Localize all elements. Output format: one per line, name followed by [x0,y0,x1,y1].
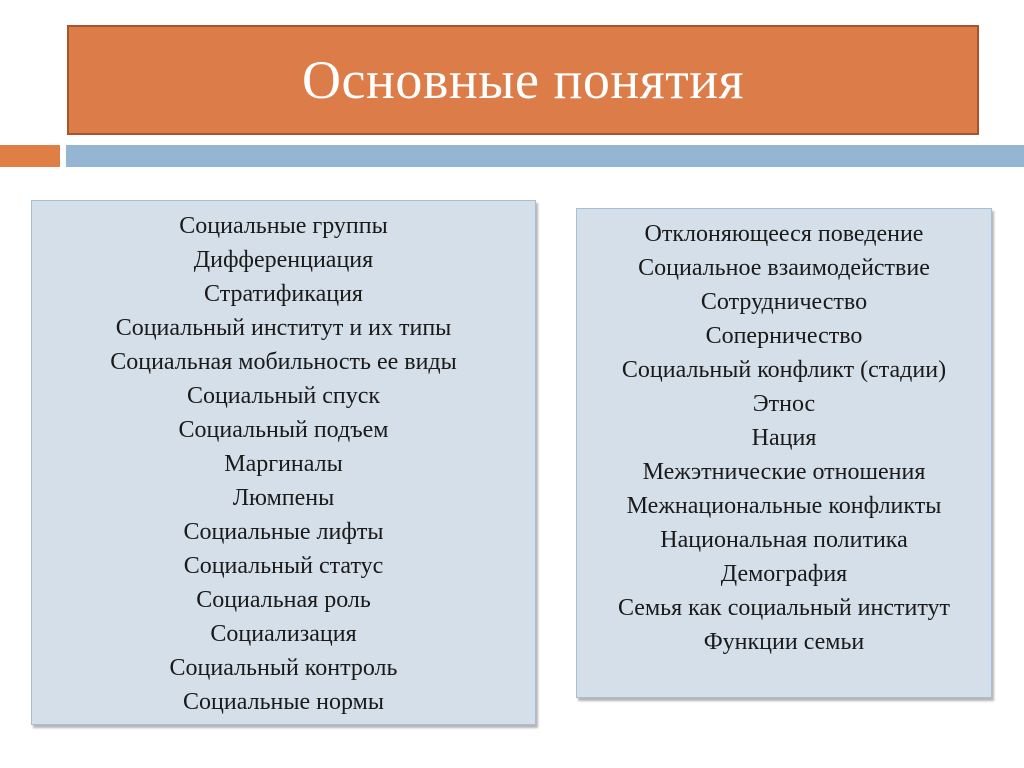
list-item: Социальная роль [196,587,371,613]
list-item: Нация [751,425,817,451]
list-item: Этнос [752,391,816,417]
list-item: Маргиналы [224,451,343,477]
list-item: Демография [720,561,848,587]
list-item: Социальный подъем [178,417,389,443]
list-item: Национальная политика [660,527,908,553]
list-item: Социальная мобильность ее виды [110,349,457,375]
list-item: Социальный институт и их типы [115,315,452,341]
list-item: Социальные лифты [183,519,384,545]
list-item: Функции семьи [703,629,865,655]
list-item: Люмпены [232,485,335,511]
title-banner [67,25,979,135]
list-item: Социальное взаимодействие [638,255,930,281]
list-item: Социальный конфликт (стадии) [621,357,947,383]
list-item: Соперничество [705,323,863,349]
list-item: Сотрудничество [700,289,868,315]
list-item: Социальные группы [179,213,388,239]
left-concepts-panel [31,200,536,725]
list-item: Социальный спуск [186,383,381,409]
accent-bar-orange [0,145,60,167]
list-item: Дифференциация [193,247,374,273]
list-item: Социализация [210,621,357,647]
list-item: Семья как социальный институт [617,595,950,621]
slide-title: Основные понятия [302,50,744,110]
accent-bar-blue [66,145,1024,167]
list-item: Межэтнические отношения [642,459,926,485]
list-item: Социальные нормы [183,689,384,715]
list-item: Социальный статус [183,553,384,579]
right-concepts-panel [576,208,992,698]
list-item: Межнациональные конфликты [626,493,942,519]
list-item: Отклоняющееся поведение [644,221,924,247]
list-item: Стратификация [204,281,363,307]
list-item: Социальный контроль [169,655,398,681]
